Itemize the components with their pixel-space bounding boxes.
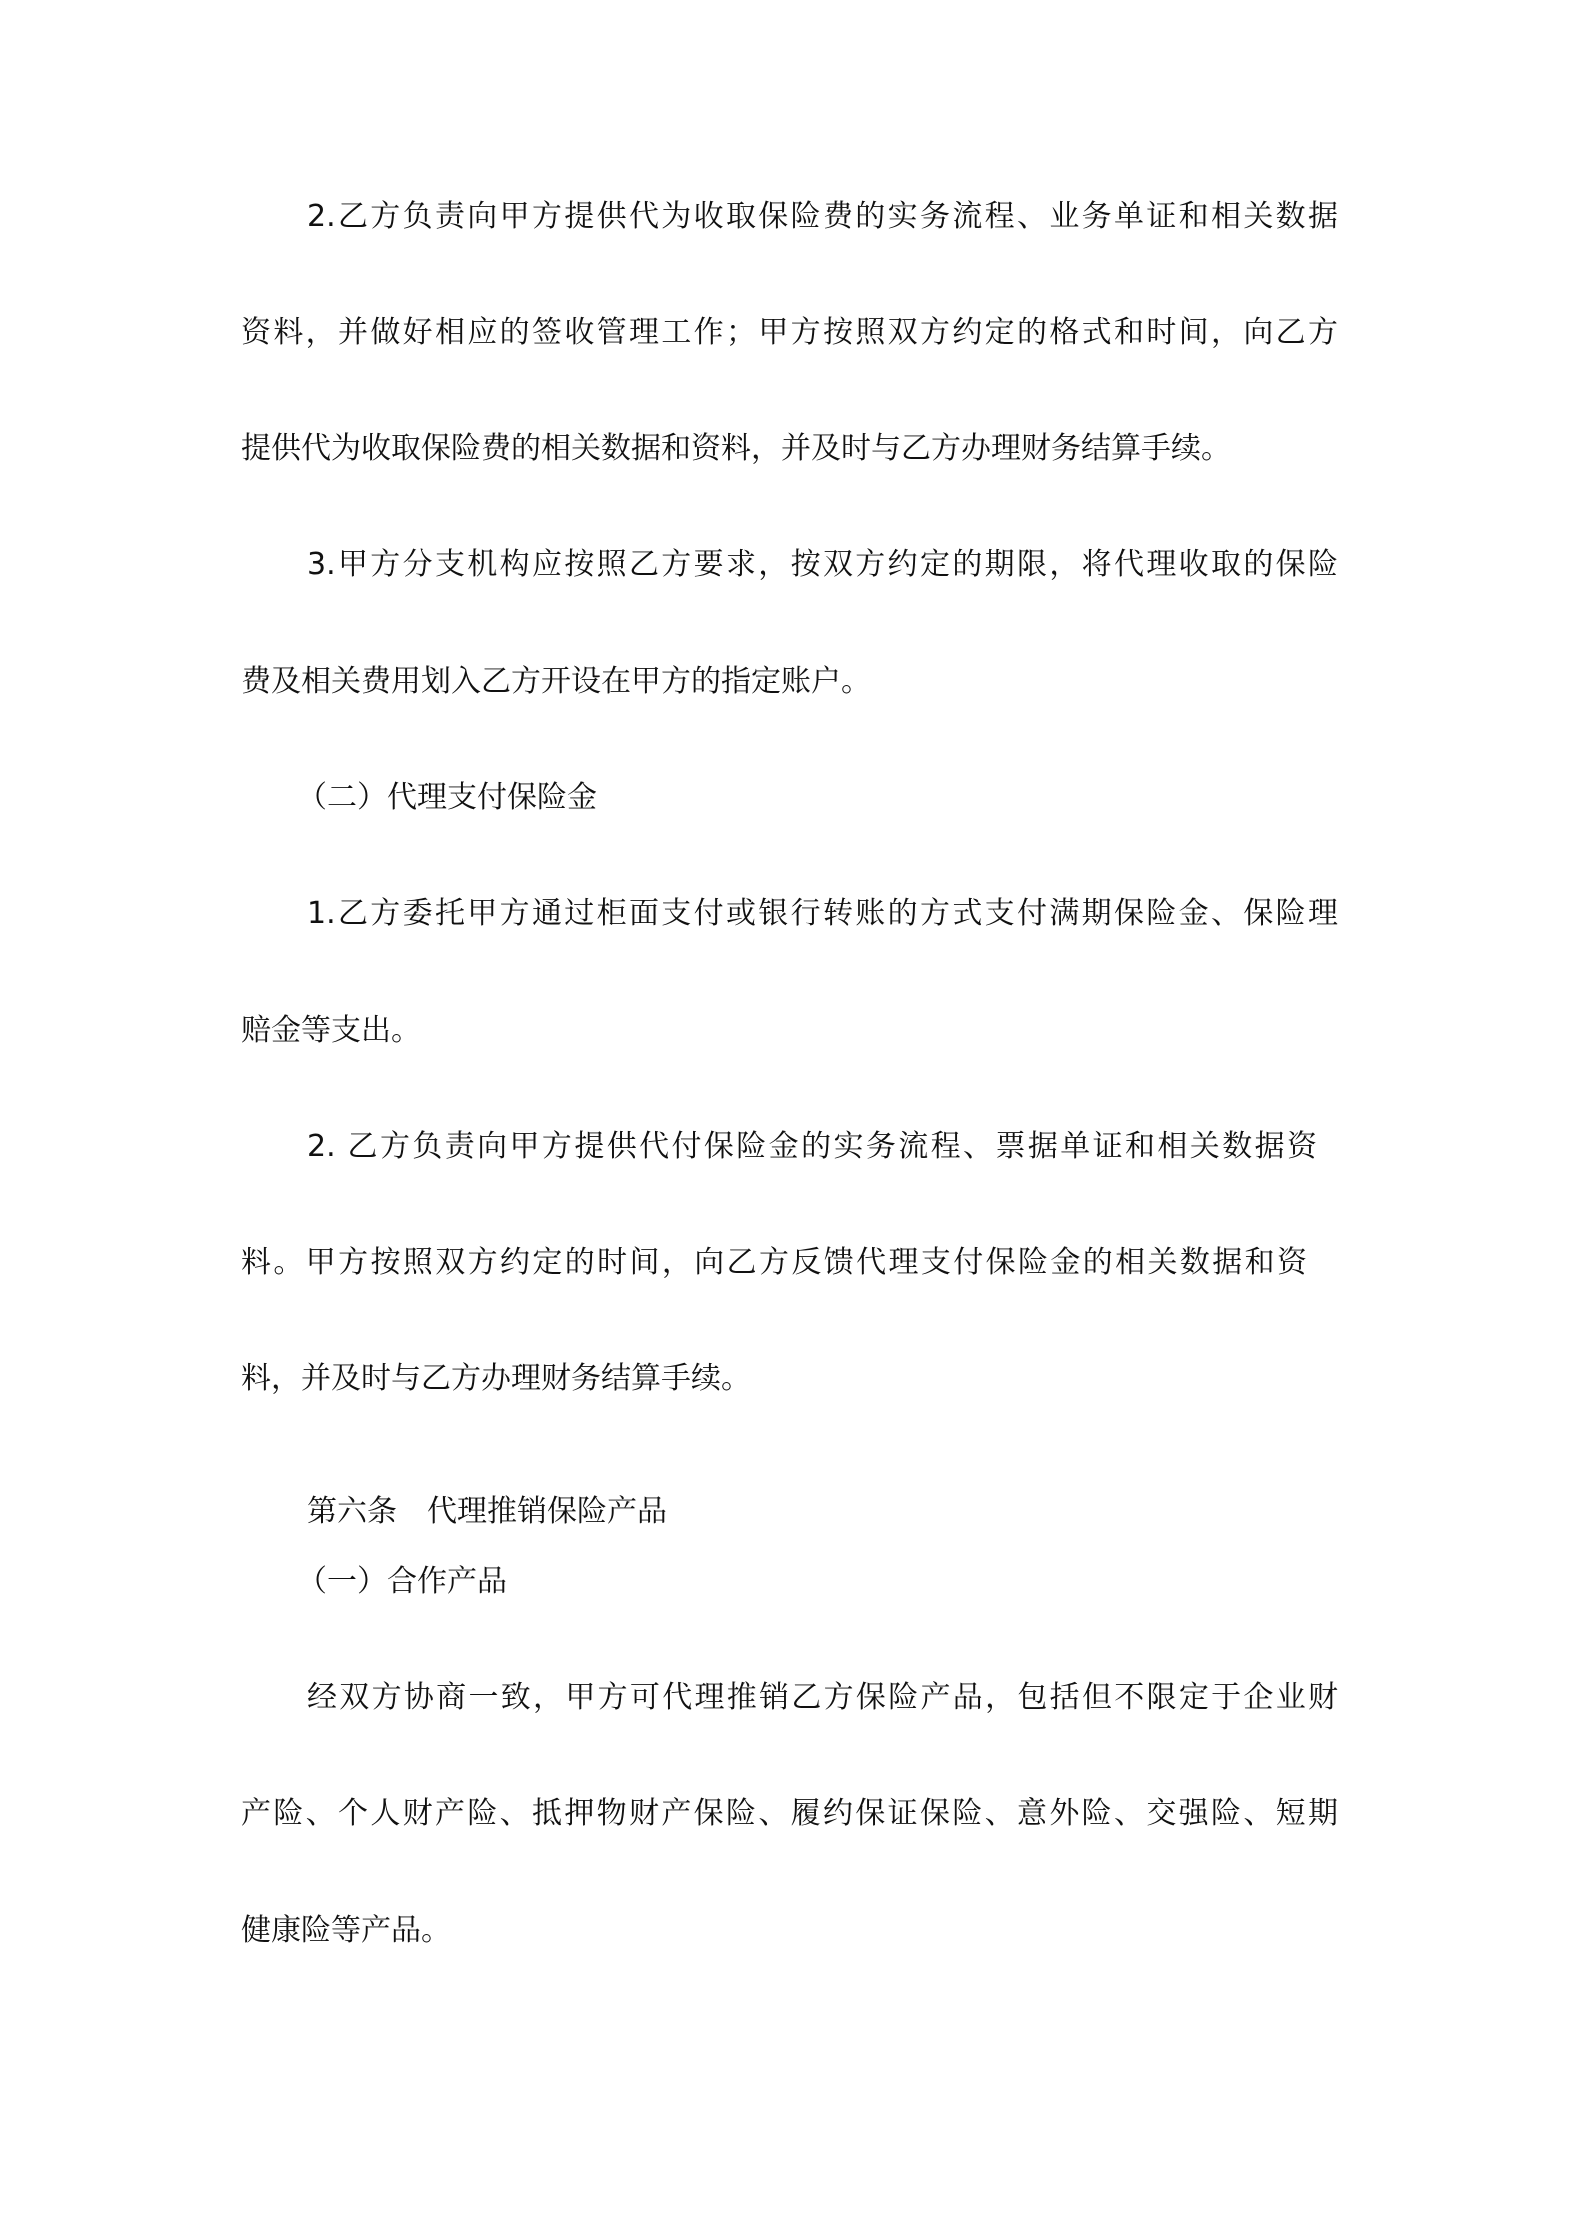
paragraph-2-line-2: 资料，并做好相应的签收管理工作；甲方按照双方约定的格式和时间，向乙方 — [241, 315, 1338, 350]
section-heading-products: （一）合作产品 — [297, 1564, 507, 1599]
paragraph-3-line-2: 费及相关费用划入乙方开设在甲方的指定账户。 — [241, 664, 871, 699]
paragraph-3-line-1: 3.甲方分支机构应按照乙方要求，按双方约定的期限，将代理收取的保险 — [307, 547, 1338, 582]
paragraph-2-line-3: 提供代为收取保险费的相关数据和资料，并及时与乙方办理财务结算手续。 — [241, 431, 1231, 466]
article-six-heading: 第六条 代理推销保险产品 — [307, 1494, 667, 1529]
products-line-1: 经双方协商一致，甲方可代理推销乙方保险产品，包括但不限定于企业财 — [307, 1680, 1338, 1715]
products-line-3: 健康险等产品。 — [241, 1913, 451, 1948]
pay-item-2-line-1: 2. 乙方负责向甲方提供代付保险金的实务流程、票据单证和相关数据资 — [307, 1129, 1317, 1164]
products-line-2: 产险、个人财产险、抵押物财产保险、履约保证保险、意外险、交强险、短期 — [241, 1796, 1338, 1831]
section-heading-pay-insurance: （二）代理支付保险金 — [297, 780, 597, 815]
pay-item-1-line-1: 1.乙方委托甲方通过柜面支付或银行转账的方式支付满期保险金、保险理 — [307, 896, 1338, 931]
paragraph-2-line-1: 2.乙方负责向甲方提供代为收取保险费的实务流程、业务单证和相关数据 — [307, 199, 1338, 234]
pay-item-1-line-2: 赔金等支出。 — [241, 1013, 421, 1048]
pay-item-2-line-2: 料。甲方按照双方约定的时间，向乙方反馈代理支付保险金的相关数据和资 — [241, 1245, 1307, 1280]
pay-item-2-line-3: 料，并及时与乙方办理财务结算手续。 — [241, 1361, 751, 1396]
